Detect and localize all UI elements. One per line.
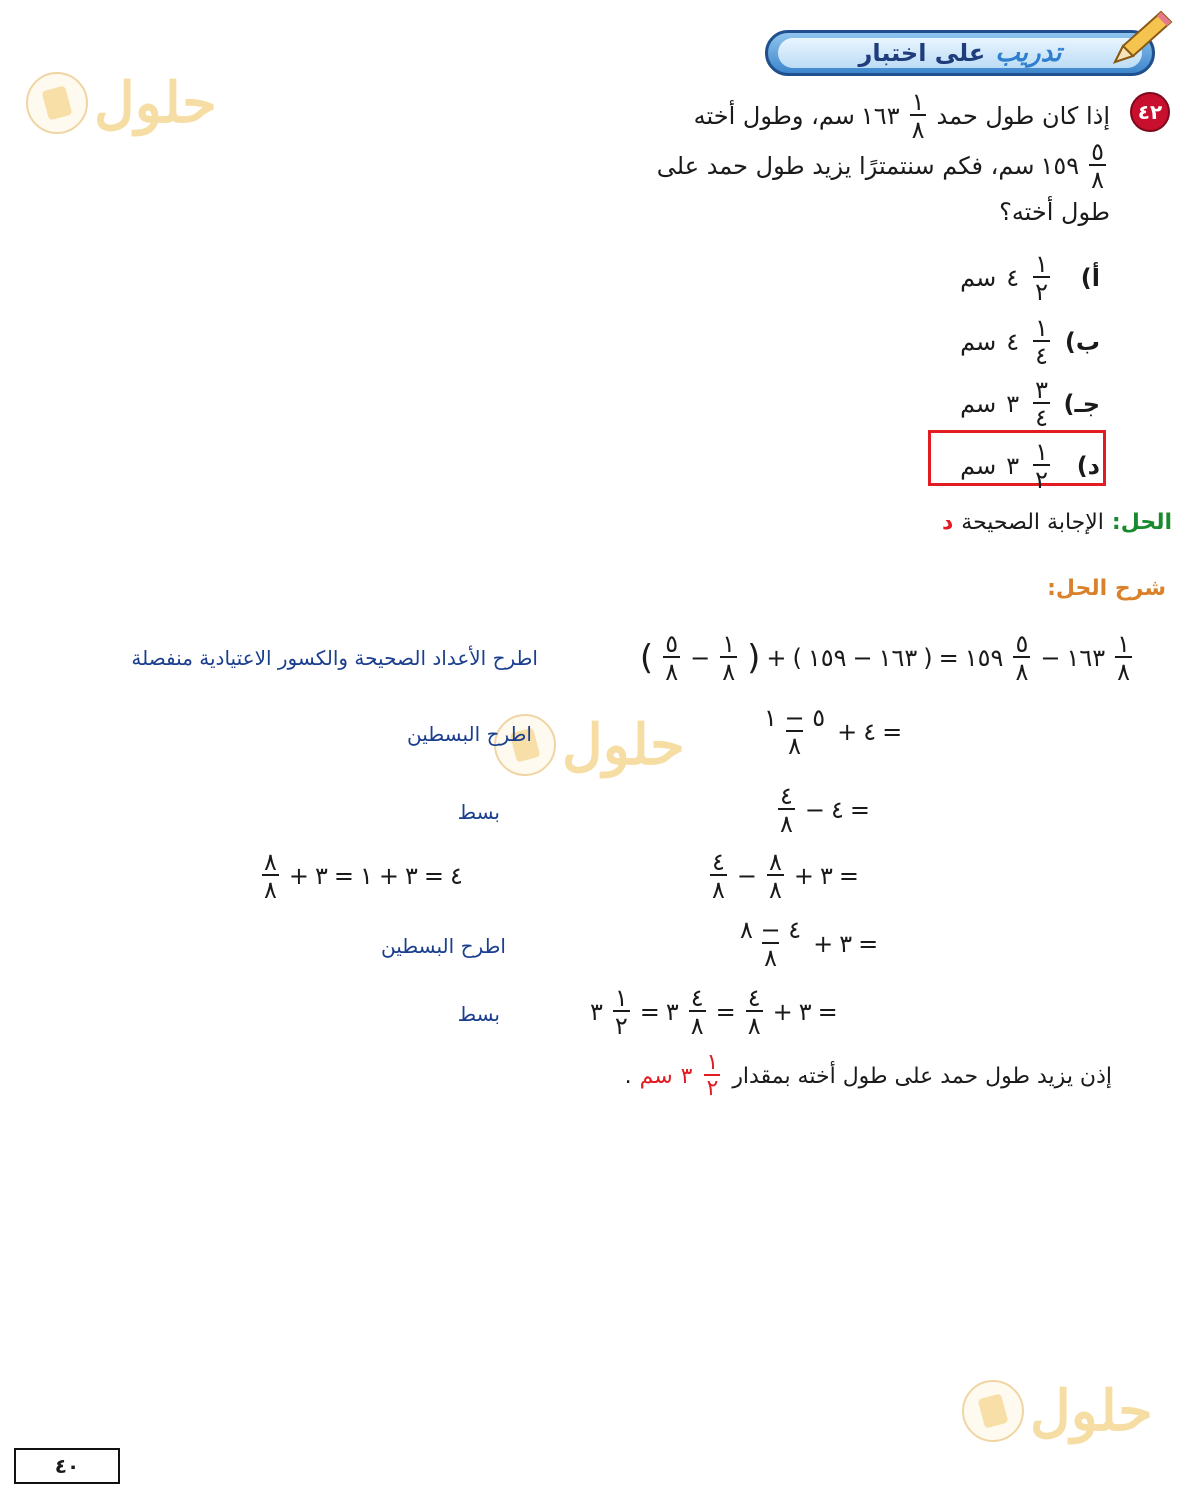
option-c[interactable] bbox=[960, 378, 1100, 430]
watermark-logo-bottom bbox=[962, 1378, 1153, 1444]
conclusion-text: إذن يزيد طول حمد على طول أخته بمقدار bbox=[732, 1063, 1112, 1089]
math-step-6: ٣ $\frac{١}{٢}$ = ٣ $\frac{٤}{٨}$ = $\frac{٤}{٨}$ + ٣ = bbox=[590, 984, 838, 1040]
option-label: جـ) bbox=[1063, 390, 1100, 418]
unit: سم bbox=[960, 264, 997, 292]
explanation-note: اطرح البسطين bbox=[381, 934, 506, 958]
section-banner bbox=[765, 30, 1155, 76]
fraction: $\frac{١}{٢}$ bbox=[1035, 250, 1048, 306]
watermark-badge-icon bbox=[962, 1380, 1024, 1442]
explanation-note: اطرح البسطين bbox=[407, 722, 532, 746]
banner-title-word1: تدريب bbox=[995, 38, 1062, 68]
math-step-4: $\frac{٤}{٨}$ − $\frac{٨}{٨}$ + ٣ = bbox=[712, 848, 859, 904]
watermark-logo-top bbox=[26, 70, 217, 136]
math-step-1: ( $\frac{٥}{٨}$ − $\frac{١}{٨}$ ) + ( ١٥٩ − ١٦٣ ) = ١٥٩ $\frac{٥}{٨}$ − ١٦٣ $\frac{١}{٨}$ bbox=[639, 630, 1130, 686]
page-number: ٤٠ bbox=[14, 1448, 120, 1484]
pencil-icon bbox=[1105, 6, 1175, 72]
question-line-1 bbox=[694, 90, 1110, 142]
unit: سم bbox=[960, 328, 997, 356]
explanation-note: بسط bbox=[457, 800, 500, 824]
whole-number: ٣ bbox=[1006, 452, 1020, 480]
question-line-2 bbox=[657, 140, 1110, 192]
math-step-3: $\frac{٤}{٨}$ − ٤ = bbox=[780, 782, 870, 838]
watermark-text: حلول bbox=[562, 712, 685, 778]
banner-title-word2: على اختبار bbox=[858, 39, 986, 67]
watermark-text: حلول bbox=[1030, 1378, 1153, 1444]
explanation-note: اطرح الأعداد الصحيحة والكسور الاعتيادية منفصلة bbox=[131, 646, 538, 670]
explanation-note: بسط bbox=[457, 1002, 500, 1026]
solution-line bbox=[942, 510, 1172, 535]
fraction: $\frac{١}{٤}$ bbox=[1035, 314, 1048, 370]
unit: سم bbox=[960, 452, 997, 480]
solution-text: الإجابة الصحيحة bbox=[961, 510, 1104, 535]
option-label: ب) bbox=[1064, 328, 1100, 356]
math-step-5: $\frac{٤ - ٨}{٨}$ + ٣ = bbox=[740, 916, 879, 972]
solution-label: الحل: bbox=[1111, 510, 1172, 535]
option-d[interactable] bbox=[960, 440, 1100, 492]
whole-number: ١٥٩ bbox=[1040, 152, 1080, 180]
fraction: $\frac{١}{٨}$ bbox=[911, 88, 925, 144]
whole-number: ٤ bbox=[1006, 264, 1020, 292]
fraction: $\frac{١}{٢}$ bbox=[706, 1050, 719, 1101]
math-step-2: $\frac{٥ - ١}{٨}$ + ٤ = bbox=[764, 704, 903, 760]
conclusion-line: إذن يزيد طول حمد على طول أخته بمقدار $\frac{١}{٢}$ ٣ سم . bbox=[624, 1050, 1112, 1101]
question-text: سم، فكم سنتمترًا يزيد طول حمد على bbox=[656, 152, 1035, 180]
whole-number: ٣ bbox=[1006, 390, 1020, 418]
math-side-note: $\frac{٨}{٨}$ + ٣ = ١ + ٣ = ٤ bbox=[264, 848, 463, 904]
watermark-badge-icon bbox=[26, 72, 88, 134]
whole-number: ٤ bbox=[1006, 328, 1020, 356]
question-text: سم، وطول أخته bbox=[693, 102, 855, 130]
option-label: أ) bbox=[1080, 264, 1100, 292]
option-label: د) bbox=[1076, 452, 1100, 480]
option-a[interactable] bbox=[960, 252, 1100, 304]
question-text: إذا كان طول حمد bbox=[936, 102, 1110, 130]
fraction: $\frac{٥}{٨}$ bbox=[1091, 138, 1104, 194]
unit: سم bbox=[960, 390, 997, 418]
question-number-badge: ٤٢ bbox=[1130, 92, 1170, 132]
solution-answer: د bbox=[942, 510, 954, 535]
watermark-text: حلول bbox=[94, 70, 217, 136]
whole-number: ١٦٣ bbox=[860, 102, 900, 130]
question-line-3: طول أخته؟ bbox=[999, 198, 1110, 226]
fraction: $\frac{٣}{٤}$ bbox=[1035, 376, 1048, 432]
explanation-heading: شرح الحل: bbox=[1047, 576, 1166, 601]
fraction: $\frac{١}{٢}$ bbox=[1035, 438, 1048, 494]
option-b[interactable] bbox=[960, 316, 1100, 368]
